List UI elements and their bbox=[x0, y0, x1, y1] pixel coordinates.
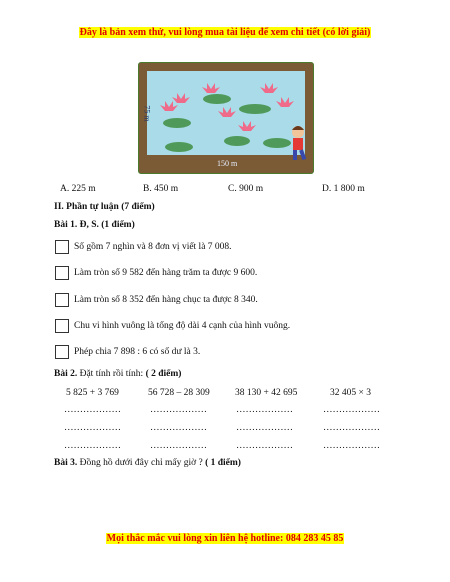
statement-text: Phép chia 7 898 : 6 có số dư là 3. bbox=[74, 347, 201, 357]
lotus-flower bbox=[172, 93, 190, 103]
lotus-flower bbox=[276, 97, 294, 107]
lotus-flower bbox=[238, 121, 256, 131]
bai3-label: Bài 3. bbox=[54, 458, 80, 468]
option-d: D. 1 800 m bbox=[322, 184, 365, 194]
lily-pad bbox=[239, 104, 271, 114]
lily-pad bbox=[224, 136, 250, 146]
answer-checkbox[interactable] bbox=[55, 240, 69, 254]
expression-4: 32 405 × 3 bbox=[330, 388, 371, 398]
answer-dots[interactable]: ……………… bbox=[236, 423, 293, 433]
option-a: A. 225 m bbox=[60, 184, 96, 194]
bai3-question: Đồng hồ dưới đây chỉ mấy giờ ? bbox=[79, 458, 206, 468]
answer-dots[interactable]: ……………… bbox=[323, 441, 380, 451]
bai2-points: ( 2 điểm) bbox=[145, 369, 182, 379]
expression-2: 56 728 – 28 309 bbox=[148, 388, 210, 398]
lotus-pond-drawing bbox=[147, 71, 305, 155]
width-label: 150 m bbox=[217, 159, 238, 168]
answer-dots[interactable]: ……………… bbox=[150, 405, 207, 415]
hotline-banner-text: Mọi thắc mắc vui lòng xin liên hệ hotline: 084 283 45 85 bbox=[106, 533, 344, 544]
bai1-item bbox=[55, 293, 258, 307]
bai2-heading bbox=[54, 369, 181, 379]
lotus-flower bbox=[202, 83, 220, 93]
bai3-heading bbox=[54, 458, 241, 468]
answer-dots[interactable]: ……………… bbox=[64, 441, 121, 451]
expression-3: 38 130 + 42 695 bbox=[235, 388, 298, 398]
option-b: B. 450 m bbox=[143, 184, 179, 194]
lotus-flower bbox=[160, 101, 178, 111]
bai1-item bbox=[55, 240, 232, 254]
bai2-instruction: Đặt tính rồi tính: bbox=[79, 369, 146, 379]
preview-banner bbox=[0, 27, 450, 38]
running-child-icon bbox=[286, 124, 314, 164]
pond-water bbox=[147, 71, 305, 155]
answer-checkbox[interactable] bbox=[55, 319, 69, 333]
answer-dots[interactable]: ……………… bbox=[64, 405, 121, 415]
lotus-flower bbox=[218, 107, 236, 117]
bai1-item bbox=[55, 266, 257, 280]
lotus-flower bbox=[260, 83, 278, 93]
pond-illustration bbox=[138, 62, 314, 174]
answer-checkbox[interactable] bbox=[55, 266, 69, 280]
answer-checkbox[interactable] bbox=[55, 293, 69, 307]
expression-1: 5 825 + 3 769 bbox=[66, 388, 119, 398]
bai1-heading: Bài 1. Đ, S. (1 điểm) bbox=[54, 220, 135, 230]
height-label: 75 m bbox=[142, 105, 152, 122]
answer-dots[interactable]: ……………… bbox=[150, 441, 207, 451]
statement-text: Làm tròn số 9 582 đến hàng trăm ta được 9 600. bbox=[74, 268, 258, 278]
bai1-item bbox=[55, 319, 290, 333]
answer-dots[interactable]: ……………… bbox=[150, 423, 207, 433]
lily-pad bbox=[165, 142, 193, 152]
hotline-banner bbox=[0, 533, 450, 544]
statement-text: Chu vi hình vuông là tổng độ dài 4 cạnh của hình vuông. bbox=[74, 321, 291, 331]
answer-dots[interactable]: ……………… bbox=[236, 441, 293, 451]
answer-dots[interactable]: ……………… bbox=[323, 405, 380, 415]
answer-dots[interactable]: ……………… bbox=[236, 405, 293, 415]
option-c: C. 900 m bbox=[228, 184, 264, 194]
lily-pad bbox=[203, 94, 231, 104]
answer-dots[interactable]: ……………… bbox=[323, 423, 380, 433]
lily-pad bbox=[163, 118, 191, 128]
answer-checkbox[interactable] bbox=[55, 345, 69, 359]
answer-dots[interactable]: ……………… bbox=[64, 423, 121, 433]
part2-heading: II. Phần tự luận (7 điểm) bbox=[54, 202, 155, 212]
bai1-item bbox=[55, 345, 200, 359]
statement-text: Số gồm 7 nghìn và 8 đơn vị viết là 7 008. bbox=[74, 242, 232, 252]
preview-banner-text: Đây là bản xem thử, vui lòng mua tài liệu để xem chi tiết (có lời giải) bbox=[79, 27, 371, 38]
bai3-points: ( 1 điểm) bbox=[205, 458, 241, 468]
statement-text: Làm tròn số 8 352 đến hàng chục ta được 8 340. bbox=[74, 295, 258, 305]
bai2-label: Bài 2. bbox=[54, 369, 80, 379]
